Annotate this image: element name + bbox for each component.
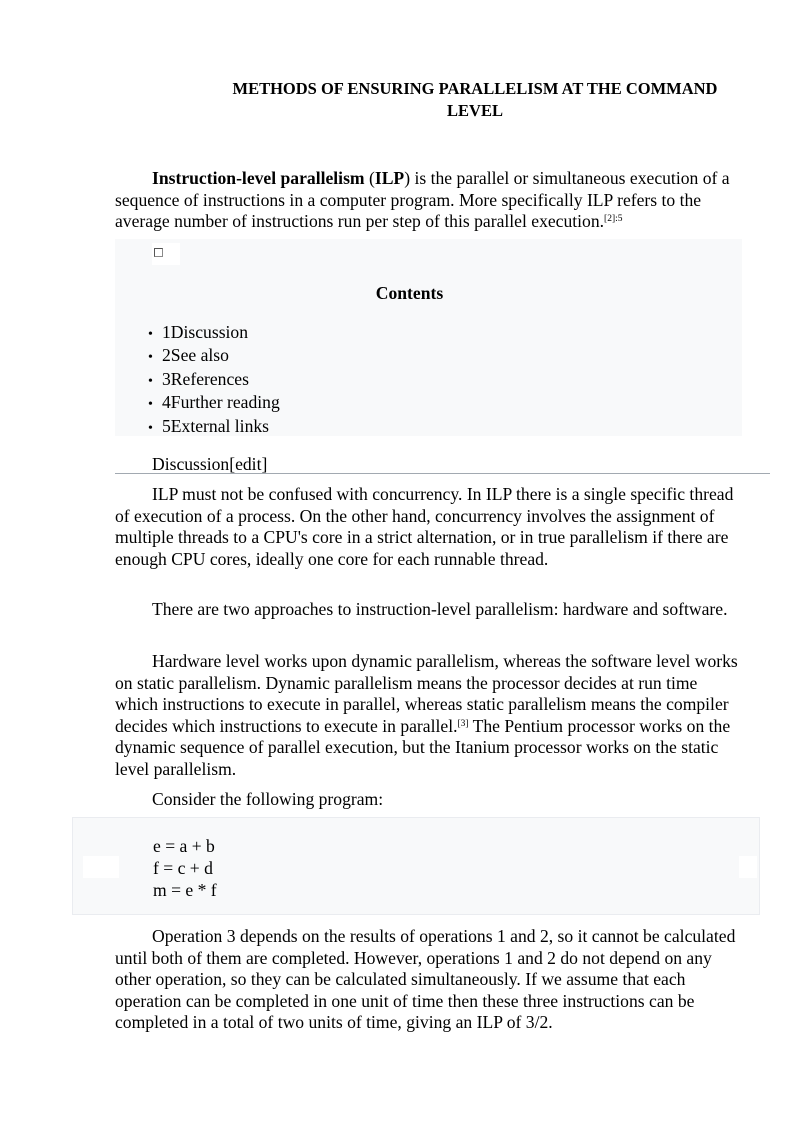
code-block-notch (83, 856, 119, 878)
paragraph-consider: Consider the following program: (152, 789, 384, 809)
title-line-2: LEVEL (447, 101, 503, 120)
code-line: m = e * f (153, 880, 217, 900)
code-block (72, 817, 760, 915)
bullet-icon: • (148, 350, 153, 366)
title-line-1: METHODS OF ENSURING PARALLELISM AT THE COMMAND (232, 79, 718, 98)
heading-divider (115, 473, 770, 474)
toc-item-label[interactable]: 3References (162, 368, 249, 389)
code-block-notch (739, 856, 757, 878)
citation-link[interactable]: [3] (457, 718, 469, 729)
paragraph-text: Hardware level works upon dynamic parallelism, whereas the software level works on static parallelism. Dynamic parallelism means the processor decides at run time which instructions to execute in parallel, whereas static parallelism means the compiler decides which instructions to execute in parallel. (115, 651, 738, 736)
paren-open: ( (364, 168, 375, 188)
paragraph-hardware-software (115, 651, 741, 781)
intro-text: ) is the parallel or simultaneous execution of a sequence of instructions in a computer program. More specifically ILP refers to the average number of instructions run per step of this parallel execution. (115, 168, 730, 232)
paragraph-concurrency: ILP must not be confused with concurrency. In ILP there is a single specific thread of execution of a process. On the other hand, concurrency involves the assignment of multiple threads to a CPU's core in a strict alternation, or in true parallelism if there are enough CPU cores, ideally one core for each runnable thread. (115, 484, 734, 569)
code-line: e = a + b (153, 836, 215, 856)
toc-item-references[interactable] (148, 368, 280, 391)
toc-toggle[interactable] (152, 243, 180, 265)
ilp-abbr: ILP (374, 168, 405, 188)
ilp-term: Instruction-level parallelism (152, 168, 365, 188)
bullet-icon: • (148, 327, 153, 342)
toc-item-discussion[interactable] (148, 321, 280, 344)
citation-link[interactable]: [2]:5 (604, 214, 623, 225)
paragraph-operation: Operation 3 depends on the results of operations 1 and 2, so it cannot be calculated until both of them are completed. However, operations 1 and 2 do not depend on any other operation, so they can be calculated simultaneously. If we assume that each operation can be completed in one unit of time then these three instructions can be completed in a total of two units of time, giving an ILP of 3/2. (115, 926, 736, 1033)
bullet-icon: • (148, 397, 153, 413)
section-heading-discussion[interactable]: Discussion[edit] (152, 454, 268, 474)
table-of-contents (115, 239, 742, 436)
toc-item-label[interactable]: 1Discussion (162, 322, 249, 342)
checkbox-icon[interactable] (154, 248, 163, 257)
toc-item-further-reading[interactable] (148, 391, 280, 414)
toc-item-see-also[interactable] (148, 344, 280, 367)
intro-paragraph (115, 168, 741, 233)
toc-list (148, 321, 280, 438)
paragraph-text: The Pentium processor works on the dynamic sequence of parallel execution, but the Itanium processor works on the static level parallelism. (115, 715, 731, 779)
bullet-icon: • (148, 373, 153, 389)
toc-item-label[interactable]: 2See also (162, 345, 229, 366)
document-title (115, 78, 780, 122)
toc-title: Contents (375, 283, 444, 303)
toc-item-label[interactable]: 4Further reading (162, 392, 280, 413)
toc-item-label[interactable]: 5External links (162, 415, 270, 436)
bullet-icon: • (148, 420, 153, 436)
paragraph-approaches: There are two approaches to instruction-level parallelism: hardware and software. (152, 599, 728, 619)
code-line: f = c + d (153, 858, 213, 878)
code-lines (153, 835, 217, 901)
toc-item-external-links[interactable] (148, 415, 280, 438)
